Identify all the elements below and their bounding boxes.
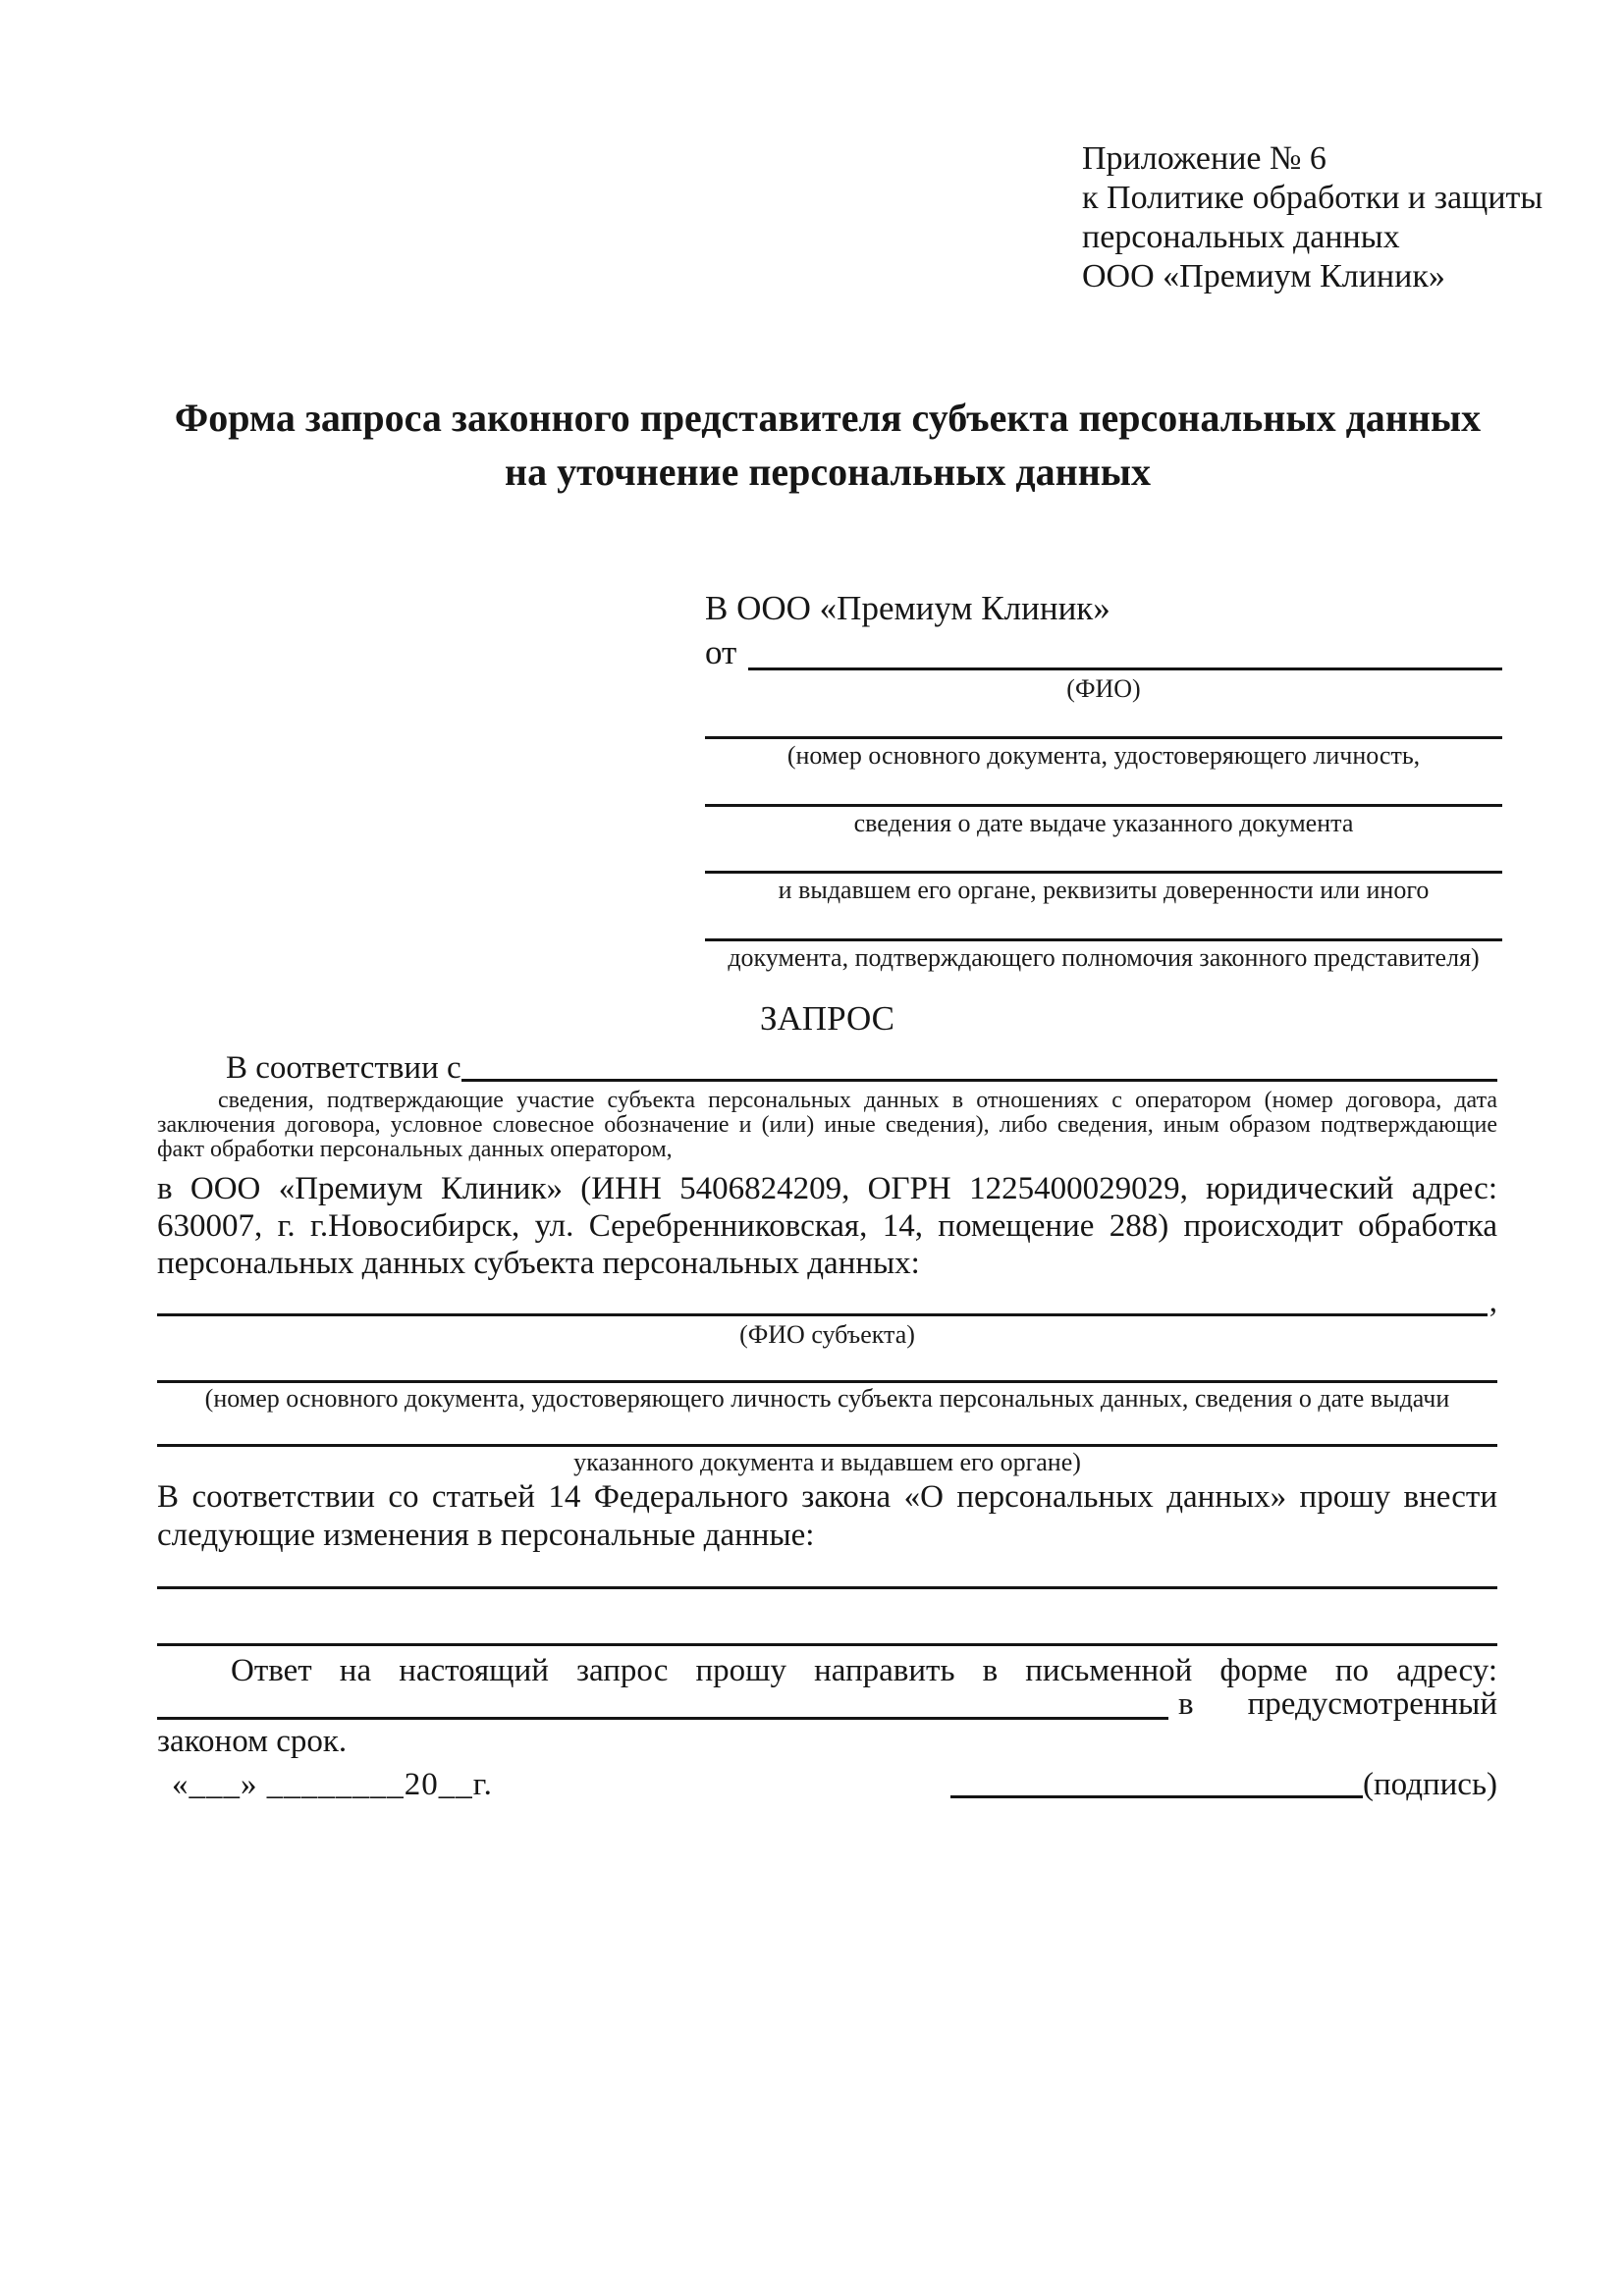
subject-document-field-line-2 [157,1414,1497,1447]
authority-document-caption: документа, подтверждающего полномочия законного представителя) [728,942,1480,972]
document-number-field-line [705,704,1502,739]
subject-document-caption: (номер основного документа, удостоверяющего личность субъекта персональных данных, сведения о дате выдачи [204,1384,1450,1414]
subject-fio-field-line [157,1313,1488,1316]
appendix-note-line: Приложение № 6 [1082,140,1326,177]
fio-field-line [748,631,1502,670]
subject-document-field-line [157,1349,1497,1383]
document-number-caption: (номер основного документа, удостоверяющего личность, [786,741,1421,771]
appendix-note [1082,139,1543,296]
date-signature-row [157,1767,1497,1803]
basis-footnote: сведения, подтверждающие участие субъекта персональных данных в отношениях с оператором (номер договора, дата заключения договора, условное словесное обозначение и (или) иные сведения), либо сведения, иным образом подтверждающие факт обработки персональных данных оператором, [157,1087,1497,1162]
request-heading: ЗАПРОС [759,999,895,1038]
appendix-note-line: ООО «Премиум Клиник» [1082,258,1445,295]
changes-field-line [157,1554,1497,1589]
appendix-note-line: к Политике обработки и защиты [1082,180,1543,217]
basis-row [157,1049,1497,1087]
basis-label: В соответствии с [226,1049,461,1086]
request-body [157,999,1497,1760]
form-title [157,391,1498,499]
addressee-to: В ООО «Премиум Клиник» [705,589,1110,627]
fio-caption: (ФИО) [1066,673,1141,703]
subject-fio-row [157,1286,1497,1321]
addressee-from-row [705,631,1502,675]
answer-address-field-line [157,1717,1168,1720]
appendix-note-line: персональных данных [1082,219,1400,256]
changes-field-line-2 [157,1589,1497,1646]
answer-word: в [1178,1685,1194,1722]
issue-date-field-line [705,772,1502,807]
issuing-authority-caption: и выдавшем его органе, реквизиты доверенности или иного [778,876,1430,905]
answer-paragraph-line1: Ответ на настоящий запрос прошу направить в письменной форме по адресу: [231,1652,1497,1688]
answer-word: предусмотренный [1247,1685,1497,1722]
from-label: от [705,632,737,671]
signature-group [950,1767,1497,1803]
article-paragraph: В соответствии со статьей 14 Федерального закона «О персональных данных» прошу внести следующие изменения в персональные данные: [157,1479,1497,1553]
basis-field-line [461,1049,1497,1082]
subject-document-caption-2: указанного документа и выдавшем его органе) [573,1447,1081,1476]
signature-caption: (подпись) [1363,1767,1497,1802]
form-title-line: на уточнение персональных данных [505,450,1151,495]
signature-field-line [950,1795,1363,1798]
form-title-line: Форма запроса законного представителя субъекта персональных данных [174,396,1482,440]
operator-paragraph: в ООО «Премиум Клиник» (ИНН 5406824209, ОГРН 1225400029029, юридический адрес: 630007, г. г.Новосибирск, ул. Серебренниковская, 14, помещение 288) происходит обработка персональных данных субъекта персональных данных: [157,1170,1497,1282]
authority-document-field-line [705,906,1502,941]
answer-address-row [157,1685,1497,1723]
answer-paragraph-line3: законом срок. [157,1724,348,1760]
subject-fio-comma: , [1489,1284,1497,1320]
issuing-authority-field-line [705,838,1502,874]
subject-fio-caption: (ФИО субъекта) [739,1319,915,1349]
date-blank: «___» ________20__г. [172,1767,493,1802]
addressee-block [705,587,1502,974]
issue-date-caption: сведения о дате выдаче указанного документа [853,808,1354,837]
